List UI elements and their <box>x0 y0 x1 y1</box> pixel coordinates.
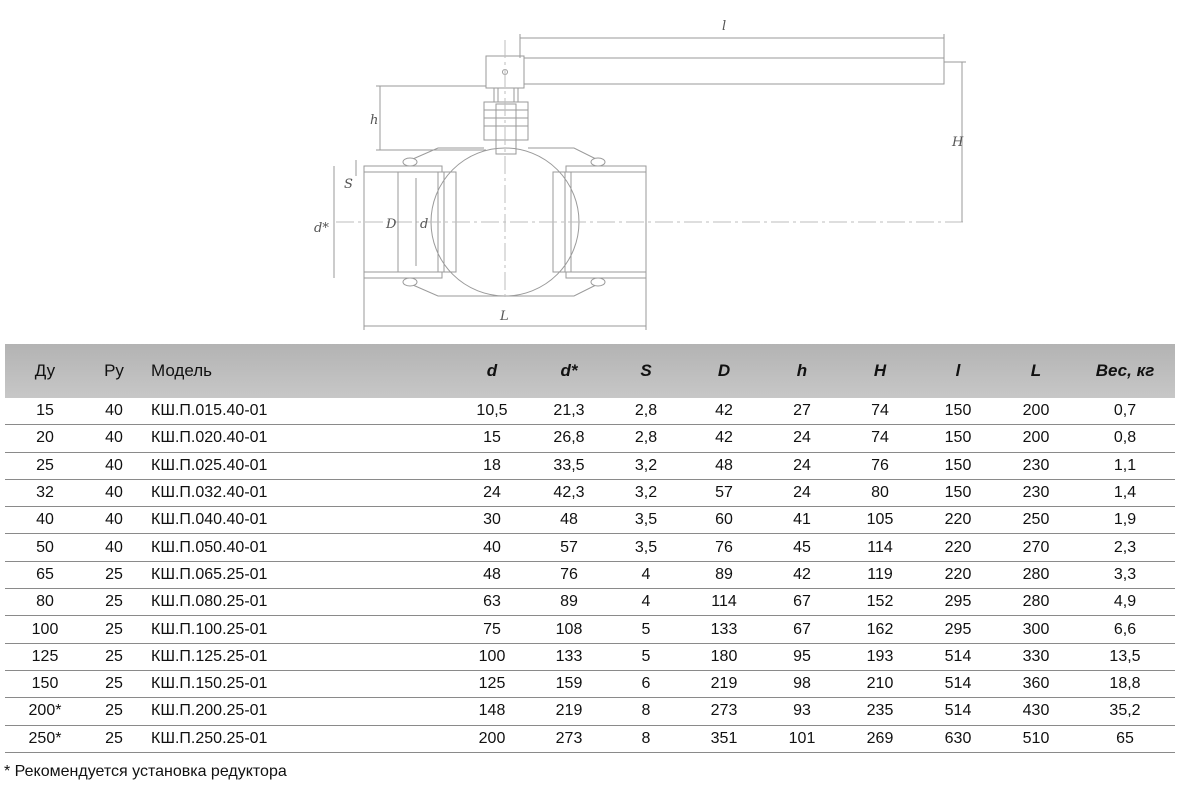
table-cell: 48 <box>685 452 763 479</box>
table-cell: 101 <box>763 725 841 752</box>
table-cell: 98 <box>763 670 841 697</box>
table-cell: 200 <box>997 398 1075 425</box>
table-cell: 40 <box>5 507 85 534</box>
table-cell: 33,5 <box>531 452 607 479</box>
table-cell: 18,8 <box>1075 670 1175 697</box>
table-cell: 76 <box>685 534 763 561</box>
dim-label-H: H <box>952 135 964 150</box>
table-cell: 75 <box>453 616 531 643</box>
table-cell: КШ.П.080.25-01 <box>143 589 453 616</box>
table-row <box>5 643 1175 670</box>
stem-housing <box>484 102 528 140</box>
table-row <box>5 398 1175 425</box>
table-cell: 60 <box>685 507 763 534</box>
table-cell: 4 <box>607 561 685 588</box>
table-cell: 300 <box>997 616 1075 643</box>
table-cell: КШ.П.100.25-01 <box>143 616 453 643</box>
table-row <box>5 534 1175 561</box>
body-bottom <box>406 282 602 296</box>
footnote: * Рекомендуется установка редуктора <box>4 763 287 780</box>
table-cell: 152 <box>841 589 919 616</box>
table-cell: 6,6 <box>1075 616 1175 643</box>
dim-label-S: S <box>344 177 353 192</box>
table-row <box>5 589 1175 616</box>
table-cell: 150 <box>919 479 997 506</box>
dim-label-d-star: d* <box>314 221 329 236</box>
table-cell: 40 <box>85 425 143 452</box>
header-S: S <box>607 344 685 398</box>
table-cell: 24 <box>453 479 531 506</box>
table-cell: 42 <box>685 425 763 452</box>
table-cell: 35,2 <box>1075 698 1175 725</box>
table-cell: 230 <box>997 479 1075 506</box>
table-cell: 15 <box>453 425 531 452</box>
table-cell: 4 <box>607 589 685 616</box>
table-cell: 220 <box>919 561 997 588</box>
table-cell: КШ.П.020.40-01 <box>143 425 453 452</box>
table-cell: 0,7 <box>1075 398 1175 425</box>
dim-label-D: D <box>386 217 397 232</box>
table-cell: 25 <box>85 616 143 643</box>
table-cell: 40 <box>85 479 143 506</box>
table-cell: 114 <box>685 589 763 616</box>
table-cell: 13,5 <box>1075 643 1175 670</box>
table-cell: 80 <box>841 479 919 506</box>
table-cell: 3,3 <box>1075 561 1175 588</box>
header-d: d <box>453 344 531 398</box>
table-cell: 295 <box>919 616 997 643</box>
table-cell: 76 <box>531 561 607 588</box>
table-cell: 32 <box>5 479 85 506</box>
spec-table <box>5 344 1175 753</box>
table-cell: 24 <box>763 425 841 452</box>
header-model: Модель <box>143 344 453 398</box>
table-cell: 295 <box>919 589 997 616</box>
table-cell: 150 <box>5 670 85 697</box>
table-cell: 219 <box>685 670 763 697</box>
table-row <box>5 507 1175 534</box>
table-cell: 48 <box>453 561 531 588</box>
table-cell: 269 <box>841 725 919 752</box>
table-cell: 180 <box>685 643 763 670</box>
table-cell: 80 <box>5 589 85 616</box>
table-cell: 250* <box>5 725 85 752</box>
table-cell: 24 <box>763 479 841 506</box>
table-row <box>5 479 1175 506</box>
table-cell: 220 <box>919 534 997 561</box>
table-cell: 105 <box>841 507 919 534</box>
table-cell: 8 <box>607 698 685 725</box>
dim-label-L: L <box>500 309 509 324</box>
table-row <box>5 561 1175 588</box>
table-cell: 40 <box>453 534 531 561</box>
table-cell: 6 <box>607 670 685 697</box>
table-cell: 219 <box>531 698 607 725</box>
table-cell: 280 <box>997 561 1075 588</box>
table-cell: 95 <box>763 643 841 670</box>
table-cell: КШ.П.150.25-01 <box>143 670 453 697</box>
table-cell: 42 <box>763 561 841 588</box>
table-cell: 42,3 <box>531 479 607 506</box>
table-cell: 25 <box>85 589 143 616</box>
valve-technical-drawing <box>0 0 1178 340</box>
table-cell: 41 <box>763 507 841 534</box>
table-cell: 74 <box>841 398 919 425</box>
table-cell: 150 <box>919 425 997 452</box>
table-cell: 280 <box>997 589 1075 616</box>
header-d-star: d* <box>531 344 607 398</box>
table-row <box>5 616 1175 643</box>
table-cell: 1,9 <box>1075 507 1175 534</box>
table-cell: 133 <box>685 616 763 643</box>
table-cell: 42 <box>685 398 763 425</box>
table-cell: 48 <box>531 507 607 534</box>
table-cell: 93 <box>763 698 841 725</box>
table-cell: 26,8 <box>531 425 607 452</box>
table-cell: 74 <box>841 425 919 452</box>
table-cell: 510 <box>997 725 1075 752</box>
table-cell: 162 <box>841 616 919 643</box>
valve-drawing-svg <box>0 0 1178 340</box>
table-cell: КШ.П.125.25-01 <box>143 643 453 670</box>
table-cell: 3,2 <box>607 479 685 506</box>
table-cell: 273 <box>685 698 763 725</box>
table-cell: 150 <box>919 452 997 479</box>
table-cell: 25 <box>85 725 143 752</box>
table-cell: 1,1 <box>1075 452 1175 479</box>
table-cell: 114 <box>841 534 919 561</box>
table-cell: 24 <box>763 452 841 479</box>
table-header-row <box>5 344 1175 398</box>
table-cell: 133 <box>531 643 607 670</box>
table-cell: 514 <box>919 643 997 670</box>
table-row <box>5 670 1175 697</box>
table-cell: 50 <box>5 534 85 561</box>
header-D: D <box>685 344 763 398</box>
table-cell: 25 <box>5 452 85 479</box>
table-cell: 30 <box>453 507 531 534</box>
handle-lever <box>520 58 944 84</box>
header-weight: Вес, кг <box>1075 344 1175 398</box>
table-cell: 351 <box>685 725 763 752</box>
table-cell: 65 <box>1075 725 1175 752</box>
table-cell: КШ.П.025.40-01 <box>143 452 453 479</box>
table-cell: 514 <box>919 698 997 725</box>
dim-label-d: d <box>420 217 429 232</box>
table-cell: 18 <box>453 452 531 479</box>
table-cell: 270 <box>997 534 1075 561</box>
header-l: l <box>919 344 997 398</box>
table-cell: 65 <box>5 561 85 588</box>
table-cell: 10,5 <box>453 398 531 425</box>
table-cell: 200* <box>5 698 85 725</box>
table-cell: 3,5 <box>607 507 685 534</box>
table-cell: 40 <box>85 398 143 425</box>
table-cell: 3,2 <box>607 452 685 479</box>
table-cell: 2,8 <box>607 398 685 425</box>
header-h: h <box>763 344 841 398</box>
table-cell: 430 <box>997 698 1075 725</box>
header-du: Ду <box>5 344 85 398</box>
table-cell: 67 <box>763 589 841 616</box>
dim-label-h: h <box>370 113 379 128</box>
table-body <box>5 398 1175 752</box>
table-cell: 45 <box>763 534 841 561</box>
table-cell: 25 <box>85 670 143 697</box>
table-cell: 89 <box>531 589 607 616</box>
table-cell: 67 <box>763 616 841 643</box>
table-row <box>5 698 1175 725</box>
table-cell: 200 <box>453 725 531 752</box>
table-cell: 630 <box>919 725 997 752</box>
table-cell: КШ.П.065.25-01 <box>143 561 453 588</box>
table-cell: 15 <box>5 398 85 425</box>
table-cell: КШ.П.250.25-01 <box>143 725 453 752</box>
table-cell: 230 <box>997 452 1075 479</box>
table-cell: 25 <box>85 643 143 670</box>
table-cell: 125 <box>453 670 531 697</box>
table-cell: 21,3 <box>531 398 607 425</box>
table-cell: 25 <box>85 698 143 725</box>
table-cell: 210 <box>841 670 919 697</box>
table-cell: 360 <box>997 670 1075 697</box>
table-cell: 8 <box>607 725 685 752</box>
table-cell: 200 <box>997 425 1075 452</box>
table-cell: 89 <box>685 561 763 588</box>
table-cell: 57 <box>531 534 607 561</box>
table-cell: 20 <box>5 425 85 452</box>
table-cell: 1,4 <box>1075 479 1175 506</box>
table-cell: 25 <box>85 561 143 588</box>
header-L: L <box>997 344 1075 398</box>
table-cell: 235 <box>841 698 919 725</box>
table-cell: 100 <box>5 616 85 643</box>
stem <box>496 104 516 154</box>
table-cell: 330 <box>997 643 1075 670</box>
table-cell: КШ.П.050.40-01 <box>143 534 453 561</box>
table-cell: 27 <box>763 398 841 425</box>
header-H: H <box>841 344 919 398</box>
table-cell: 57 <box>685 479 763 506</box>
table-cell: 4,9 <box>1075 589 1175 616</box>
table-cell: 3,5 <box>607 534 685 561</box>
table-cell: 40 <box>85 507 143 534</box>
table-cell: 108 <box>531 616 607 643</box>
table-cell: 100 <box>453 643 531 670</box>
table-cell: КШ.П.040.40-01 <box>143 507 453 534</box>
table-cell: 150 <box>919 398 997 425</box>
table-cell: 40 <box>85 452 143 479</box>
table-cell: КШ.П.032.40-01 <box>143 479 453 506</box>
table-cell: 273 <box>531 725 607 752</box>
table-cell: 250 <box>997 507 1075 534</box>
table-row <box>5 725 1175 752</box>
table-row <box>5 452 1175 479</box>
table-cell: 159 <box>531 670 607 697</box>
table-cell: 63 <box>453 589 531 616</box>
dim-label-l: l <box>722 19 727 34</box>
table-cell: КШ.П.015.40-01 <box>143 398 453 425</box>
table-cell: 5 <box>607 616 685 643</box>
table-cell: 5 <box>607 643 685 670</box>
table-cell: 2,8 <box>607 425 685 452</box>
header-ru: Ру <box>85 344 143 398</box>
table-row <box>5 425 1175 452</box>
table-cell: 0,8 <box>1075 425 1175 452</box>
table-cell: 2,3 <box>1075 534 1175 561</box>
table-cell: 76 <box>841 452 919 479</box>
table-cell: 40 <box>85 534 143 561</box>
table-cell: 148 <box>453 698 531 725</box>
table-cell: 119 <box>841 561 919 588</box>
table-cell: 193 <box>841 643 919 670</box>
table-cell: 220 <box>919 507 997 534</box>
table-cell: КШ.П.200.25-01 <box>143 698 453 725</box>
table-cell: 125 <box>5 643 85 670</box>
table-cell: 514 <box>919 670 997 697</box>
